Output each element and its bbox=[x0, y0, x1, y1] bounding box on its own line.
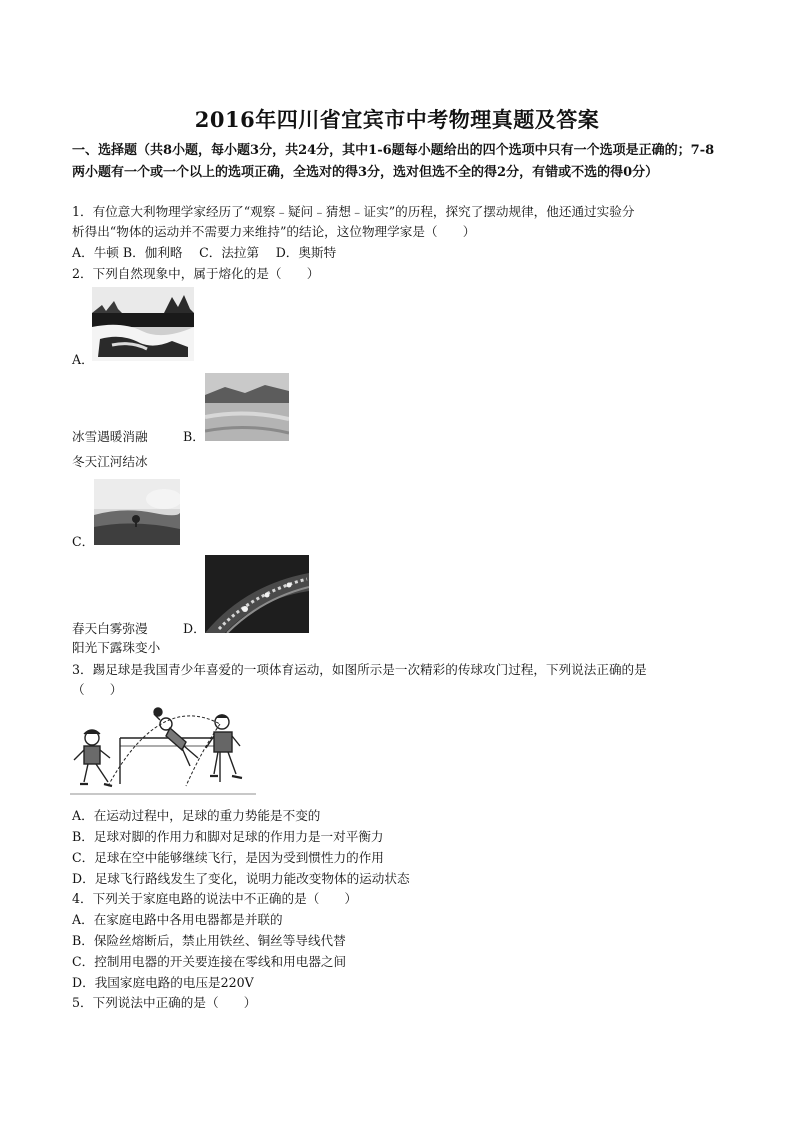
section-header: 一、选择题（共8小题，每小题3分，共24分，其中1-6题每小题给出的四个选项中只有一个选项是正确的；7-8两小题有一个或一个以上的选项正确，全选对的得3分，选对但选不全的得2分，有错或不选的得0分） bbox=[72, 143, 715, 180]
q5-stem: 5．下列说法中正确的是（ ） bbox=[72, 995, 257, 1010]
q2-caption-d: 阳光下露珠变小 bbox=[72, 640, 161, 655]
q3-stem-line2: （ ） bbox=[72, 682, 123, 697]
q4-option-d: D．我国家庭电路的电压是220V bbox=[72, 975, 254, 990]
q3-option-b: B．足球对脚的作用力和脚对足球的作用力是一对平衡力 bbox=[72, 829, 384, 844]
q2-option-c-label: C． bbox=[72, 534, 95, 549]
q3-option-a: A．在运动过程中，足球的重力势能是不变的 bbox=[72, 808, 321, 823]
q2-option-a-label: A． bbox=[72, 352, 94, 367]
q4-option-b: B．保险丝熔断后，禁止用铁丝、铜丝等导线代替 bbox=[72, 933, 346, 948]
q2-option-b-label: B． bbox=[183, 429, 205, 444]
q2-photo-d-dewdrops bbox=[205, 555, 309, 633]
q3-stem-line1: 3．踢足球是我国青少年喜爱的一项体育运动，如图所示是一次精彩的传球攻门过程，下列说法正确的是 bbox=[72, 662, 647, 677]
q4-stem: 4．下列关于家庭电路的说法中不正确的是（ ） bbox=[72, 891, 358, 906]
q2-caption-c: 春天白雾弥漫 bbox=[72, 621, 148, 636]
q2-caption-a: 冰雪遇暖消融 bbox=[72, 429, 148, 444]
page-title: 2016年四川省宜宾市中考物理真题及答案 bbox=[194, 107, 600, 132]
q1-stem-line1: 1．有位意大利物理学家经历了“观察﹣疑问﹣猜想﹣证实”的历程，探究了摆动规律，他还通过实验分 bbox=[72, 204, 635, 219]
q3-option-d: D．足球飞行路线发生了变化，说明力能改变物体的运动状态 bbox=[72, 871, 410, 886]
q2-caption-b: 冬天江河结冰 bbox=[72, 454, 148, 469]
q3-option-c: C．足球在空中能够继续飞行，是因为受到惯性力的作用 bbox=[72, 850, 384, 865]
q3-soccer-illustration bbox=[70, 702, 256, 798]
q1-stem-line2: 析得出“物体的运动并不需要力来维持”的结论，这位物理学家是（ ） bbox=[72, 224, 476, 239]
q2-photo-a-melting-snow bbox=[92, 287, 194, 361]
q1-options: A．牛顿 B．伽利略 C．法拉第 D．奥斯特 bbox=[72, 245, 337, 260]
q4-option-a: A．在家庭电路中各用电器都是并联的 bbox=[72, 912, 283, 927]
q2-photo-c-spring-fog bbox=[94, 479, 180, 545]
q2-stem: 2．下列自然现象中，属于熔化的是（ ） bbox=[72, 266, 320, 281]
q2-option-d-label: D． bbox=[183, 621, 206, 636]
q4-option-c: C．控制用电器的开关要连接在零线和用电器之间 bbox=[72, 954, 347, 969]
q2-photo-b-frozen-river bbox=[205, 373, 289, 441]
